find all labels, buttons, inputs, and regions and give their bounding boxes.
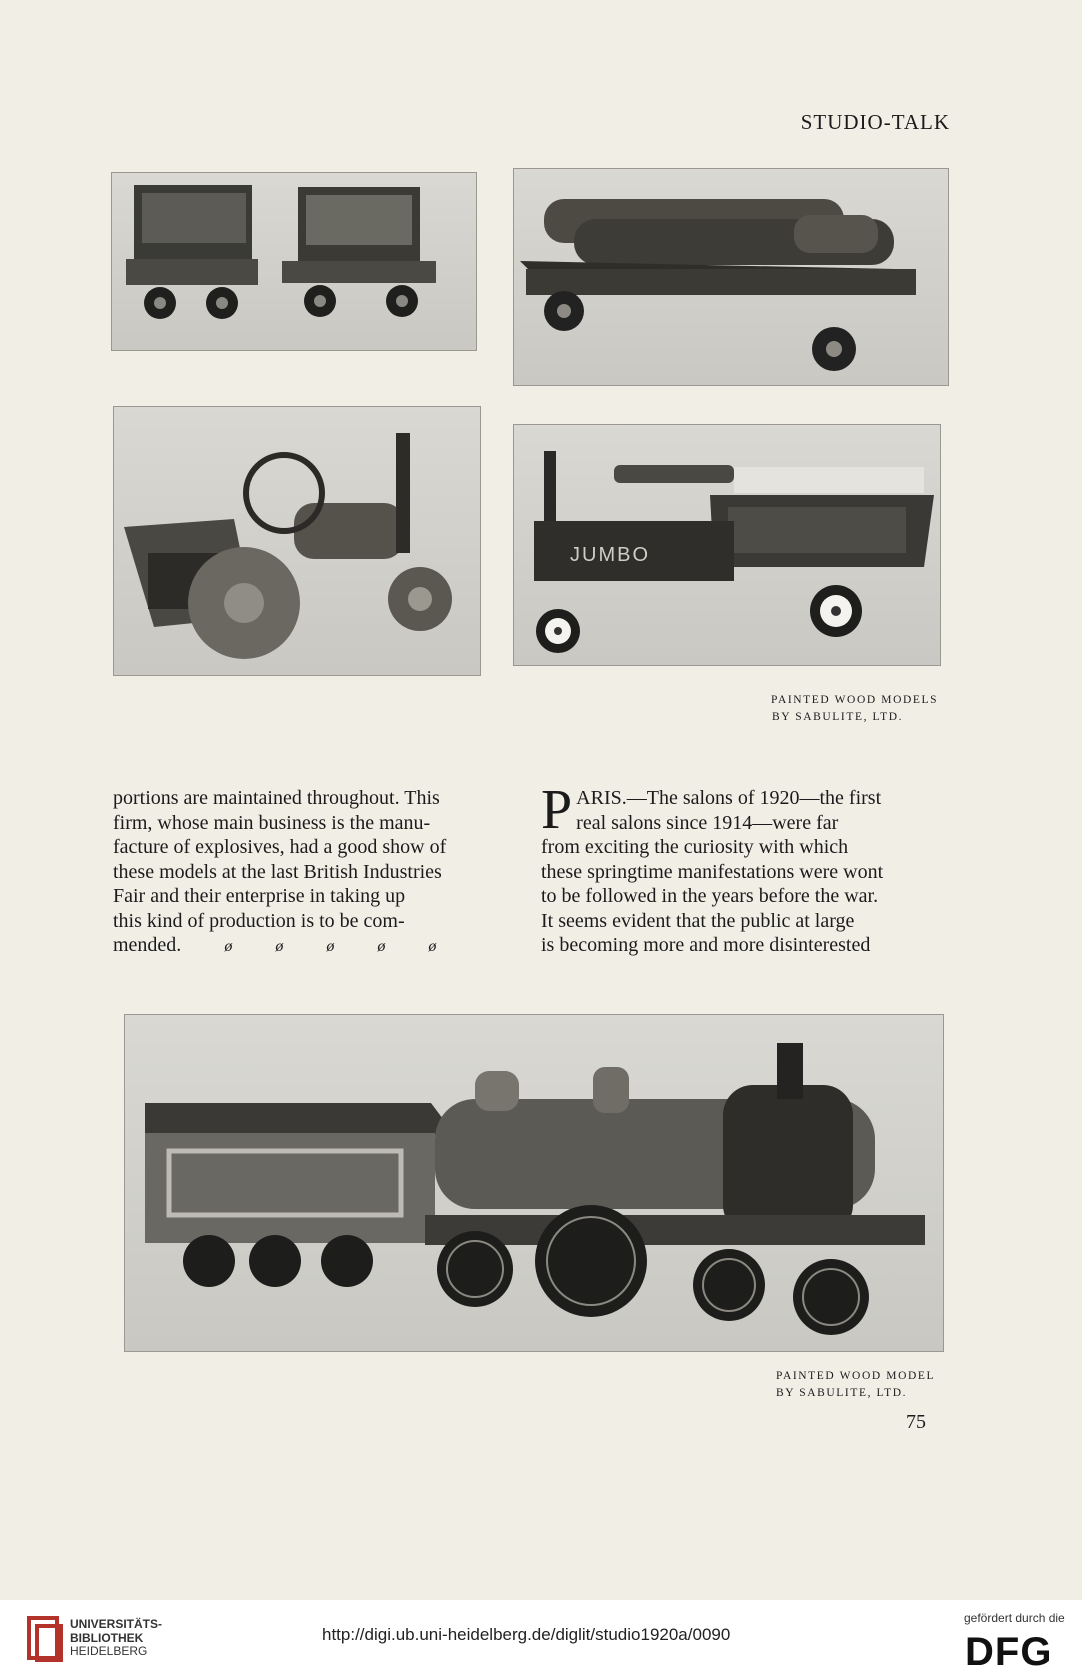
caption-bottom-line1: PAINTED WOOD MODEL xyxy=(776,1370,936,1382)
right-line: to be followed in the years before the war. xyxy=(541,885,879,907)
caption-top-line2: BY SABULITE, LTD. xyxy=(772,711,904,723)
caption-top-line1: PAINTED WOOD MODELS xyxy=(771,694,939,706)
left-text-column xyxy=(113,786,518,960)
left-line: mended. xyxy=(113,934,182,956)
left-line-last xyxy=(113,933,518,960)
right-line: ARIS.—The salons of 1920—the first xyxy=(576,787,882,809)
caption-bottom xyxy=(776,1368,961,1402)
library-name-line2: BIBLIOTHEK xyxy=(70,1630,144,1645)
running-title: STUDIO-TALK xyxy=(800,110,950,134)
left-line: these models at the last British Industries xyxy=(113,860,442,883)
university-library-logo-icon xyxy=(25,1614,65,1664)
library-name-line3: HEIDELBERG xyxy=(70,1644,148,1658)
library-name xyxy=(70,1618,162,1659)
right-text-column xyxy=(541,779,946,958)
ornament: ø xyxy=(377,938,386,955)
left-line: portions are maintained throughout. This xyxy=(113,787,440,809)
library-name-line1: UNIVERSITÄTS- xyxy=(70,1617,163,1631)
ornament: ø xyxy=(275,938,284,955)
ornament: ø xyxy=(326,938,335,955)
right-line: these springtime manifestations were wont xyxy=(541,860,884,883)
locomotive-photo xyxy=(124,1014,944,1352)
page-number: 75 xyxy=(906,1411,926,1433)
left-line: this kind of production is to be com- xyxy=(113,909,405,932)
right-line: It seems evident that the public at large xyxy=(541,909,855,932)
drop-cap: P xyxy=(541,779,573,841)
right-line: is becoming more and more disinterested xyxy=(541,934,871,956)
left-line: firm, whose main business is the manu- xyxy=(113,811,431,834)
left-line: Fair and their enterprise in taking up xyxy=(113,885,406,907)
ornament: ø xyxy=(428,938,437,955)
dfg-logo: DFG xyxy=(965,1630,1053,1674)
jumbo-label: JUMBO xyxy=(570,544,650,566)
log-truck-photo xyxy=(513,168,949,386)
funded-by-label: gefördert durch die xyxy=(964,1611,1065,1625)
traction-engine-illustration xyxy=(114,407,480,675)
wagons-photo xyxy=(111,172,477,351)
locomotive-illustration xyxy=(125,1015,943,1351)
jumbo-lorry-illustration xyxy=(514,425,940,665)
digitization-footer xyxy=(0,1600,1082,1679)
log-truck-illustration xyxy=(514,169,948,385)
permalink-url[interactable]: http://digi.ub.uni-heidelberg.de/diglit/studio1920a/0090 xyxy=(322,1625,731,1644)
right-line: from exciting the curiosity with which xyxy=(541,836,849,858)
caption-top xyxy=(771,692,956,726)
right-line: real salons since 1914—were far xyxy=(576,811,839,834)
jumbo-lorry-photo xyxy=(513,424,941,666)
traction-engine-photo xyxy=(113,406,481,676)
wagons-illustration xyxy=(112,173,476,350)
left-line: facture of explosives, had a good show of xyxy=(113,836,447,858)
caption-bottom-line2: BY SABULITE, LTD. xyxy=(776,1387,908,1399)
ornament: ø xyxy=(224,938,233,955)
